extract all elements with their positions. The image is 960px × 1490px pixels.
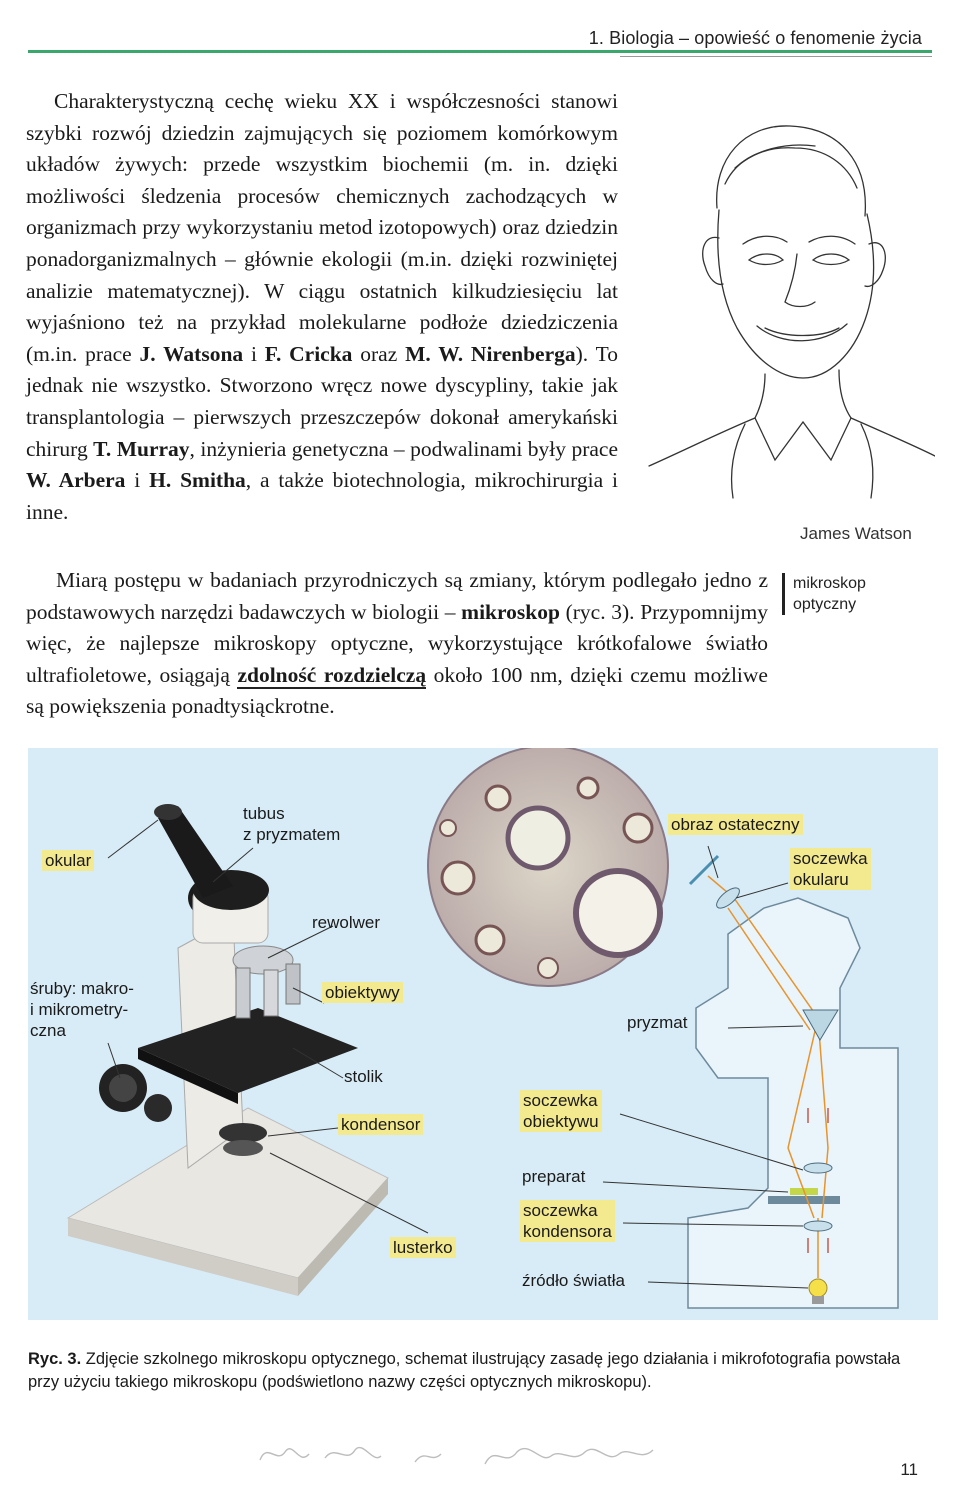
term-resolution: zdolność rozdzielczą xyxy=(237,662,427,687)
paragraph-text: oraz xyxy=(352,341,406,366)
name-nirenberg: M. W. Nirenberga xyxy=(405,341,576,366)
label-line: i mikrometry- xyxy=(30,1000,129,1019)
paragraph-text: , inżynieria genetyczna – podwalinami były prace xyxy=(189,436,618,461)
intro-paragraph xyxy=(26,86,618,528)
label-line: tubus xyxy=(243,804,285,823)
label-line: obiektywu xyxy=(523,1112,599,1131)
paragraph-text: i xyxy=(243,341,265,366)
micrograph xyxy=(428,748,668,986)
label-sruby xyxy=(30,978,134,1041)
label-obiektywy: obiektywy xyxy=(322,982,403,1003)
label-pryzmat: pryzmat xyxy=(627,1013,688,1032)
label-line: z pryzmatem xyxy=(243,825,341,844)
paragraph-text: i xyxy=(125,468,150,493)
margin-note xyxy=(782,573,866,615)
paragraph-text: Miarą postępu w badaniach przyrodniczych są zmiany, którym podlegało jedno z podstawowych narzędzi badawczych w biologii – xyxy=(26,568,768,624)
label-zrodlo-swiatla: źródło światła xyxy=(522,1271,625,1290)
name-crick: F. Cricka xyxy=(264,341,353,366)
label-line: kondensora xyxy=(523,1222,612,1241)
figure-caption-text: Zdjęcie szkolnego mikroskopu optycznego, schemat ilustrujący zasadę jego działania i mikrofotografia powstała przy użyciu takiego mikroskopu (podświetlono nazwy części optycznych mikroskopu). xyxy=(28,1350,901,1391)
microscope-photo xyxy=(68,804,388,1296)
label-rewolwer: rewolwer xyxy=(312,913,381,932)
header-subrule xyxy=(620,56,932,57)
paragraph-text: około 100 nm, dzięki czemu możliwe są powiększenia ponadtysiąckrotne. xyxy=(26,662,768,719)
label-soczewka-okularu xyxy=(790,848,871,890)
figure-caption xyxy=(28,1348,932,1394)
watson-portrait xyxy=(625,88,935,508)
label-line: czna xyxy=(30,1021,66,1040)
paragraph-text: Charakterystyczną cechę wieku XX i współczesności stanowi szybki rozwój dziedzin zajmujących się poziomem komórkowym układów żywych: przede wszystkim biochemii (m. in. dzięki możliwości śledzenia procesów chemicznych zachodzących w organizmach przy wykorzystaniu metod izotopowych) oraz dziedzin ponadorganizmalnych – głównie ekologii (m.in. dzięki rozwiniętej analizie matematycznej). W ciągu ostatnich kilkudziesięciu lat wyjaśniono też na przykład molekularne podłoże dziedziczenia (m.in. prace xyxy=(26,89,618,366)
name-murray: T. Murray xyxy=(93,436,190,461)
label-line: okularu xyxy=(793,870,849,889)
name-watson: J. Watsona xyxy=(139,341,244,366)
label-stolik: stolik xyxy=(344,1067,383,1086)
paragraph-text: (ryc. 3). Przypomnijmy więc, że najlepsze mikroskopy optyczne, wykorzystujące krótkofalowe światło ultrafioletowe, osiągają xyxy=(26,599,768,687)
chapter-header: 1. Biologia – opowieść o fenomenie życia xyxy=(588,28,922,48)
label-okular: okular xyxy=(42,850,94,871)
figure-caption-prefix: Ryc. 3. xyxy=(28,1350,82,1368)
paragraph-text: , a także biotechnologia, mikrochirurgia i inne. xyxy=(26,468,619,524)
header-rule xyxy=(28,50,932,53)
label-line: soczewka xyxy=(523,1091,598,1110)
pencil-handwriting xyxy=(255,1434,685,1474)
microscope-schematic xyxy=(688,856,898,1308)
page-number: 11 xyxy=(900,1460,918,1479)
name-smith: H. Smitha xyxy=(149,468,246,493)
label-preparat: preparat xyxy=(522,1167,586,1186)
margin-note-line: mikroskop xyxy=(793,575,866,592)
label-line: soczewka xyxy=(523,1201,598,1220)
label-soczewka-kondensora xyxy=(520,1200,615,1242)
microscope-paragraph xyxy=(26,565,768,723)
term-microscope: mikroskop xyxy=(461,599,560,624)
portrait-caption: James Watson xyxy=(800,524,912,543)
label-kondensor: kondensor xyxy=(338,1114,423,1135)
label-line: soczewka xyxy=(793,849,868,868)
label-tubus xyxy=(243,803,340,845)
label-soczewka-obiektywu xyxy=(520,1090,602,1132)
name-arber: W. Arbera xyxy=(26,468,126,493)
label-line: śruby: makro- xyxy=(30,979,134,998)
label-lusterko: lusterko xyxy=(390,1237,456,1258)
margin-note-line: optyczny xyxy=(793,596,857,613)
label-obraz: obraz ostateczny xyxy=(668,814,803,835)
paragraph-text: ). To jednak nie wszystko. Stworzono wręcz nowe dyscypliny, takie jak transplantologia – pierwszych przeszczepów dokonał amerykański chirurg xyxy=(26,341,618,461)
